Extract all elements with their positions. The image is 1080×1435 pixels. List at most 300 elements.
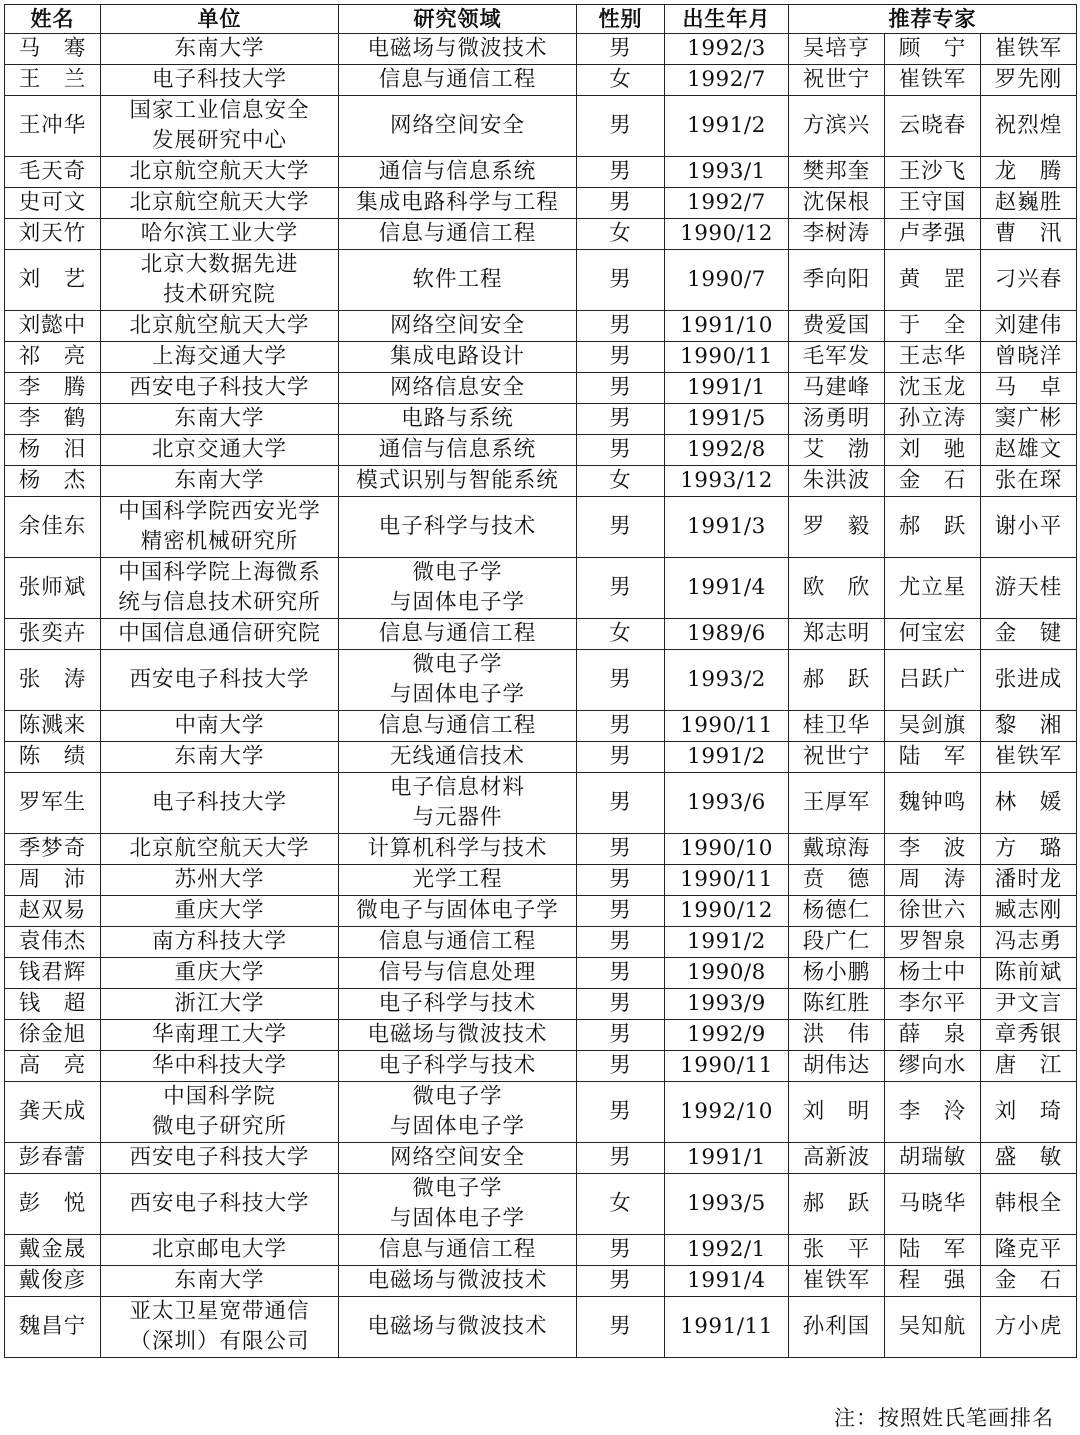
cell-sex: 男 — [577, 958, 665, 989]
cell-name: 张 涛 — [5, 650, 101, 711]
cell-birth: 1991/5 — [665, 404, 789, 435]
cell-unit-line: （深圳）有限公司 — [129, 1329, 310, 1354]
cell-expert: 龙 腾 — [981, 157, 1077, 188]
cell-expert: 高新波 — [789, 1143, 885, 1174]
header-sex: 性别 — [577, 5, 665, 34]
cell-expert: 沈玉龙 — [885, 373, 981, 404]
cell-expert: 马晓华 — [885, 1174, 981, 1235]
cell-field — [339, 311, 577, 342]
cell-name: 袁伟杰 — [5, 927, 101, 958]
cell-birth: 1990/11 — [665, 342, 789, 373]
cell-expert: 李 泠 — [885, 1082, 981, 1143]
cell-field-line: 网络信息安全 — [389, 375, 525, 400]
cell-field-line: 电磁场与微波技术 — [367, 36, 548, 61]
cell-field — [339, 834, 577, 865]
cell-field — [339, 1051, 577, 1082]
cell-sex: 男 — [577, 188, 665, 219]
cell-expert: 杨小鹏 — [789, 958, 885, 989]
cell-field-line: 微电子学 — [412, 652, 503, 677]
cell-name: 张奕卉 — [5, 619, 101, 650]
cell-field — [339, 1266, 577, 1297]
cell-expert: 陈前斌 — [981, 958, 1077, 989]
cell-unit-line: 西安电子科技大学 — [129, 667, 310, 692]
cell-unit — [101, 157, 339, 188]
cell-field-line: 通信与信息系统 — [378, 159, 537, 184]
cell-field-line: 微电子与固体电子学 — [356, 898, 559, 923]
cell-expert: 李 波 — [885, 834, 981, 865]
cell-field-line: 光学工程 — [412, 867, 503, 892]
cell-unit — [101, 1297, 339, 1358]
cell-expert: 刘 明 — [789, 1082, 885, 1143]
table-row — [5, 865, 1077, 896]
cell-field-line: 集成电路设计 — [389, 344, 525, 369]
table-row — [5, 558, 1077, 619]
cell-expert: 戴琼海 — [789, 834, 885, 865]
cell-expert: 陆 军 — [885, 1235, 981, 1266]
cell-birth: 1991/10 — [665, 311, 789, 342]
cell-birth: 1990/12 — [665, 219, 789, 250]
cell-unit — [101, 834, 339, 865]
cell-name: 徐金旭 — [5, 1020, 101, 1051]
cell-birth: 1993/9 — [665, 989, 789, 1020]
cell-unit — [101, 1235, 339, 1266]
cell-expert: 云晓春 — [885, 96, 981, 157]
cell-expert: 张在琛 — [981, 466, 1077, 497]
cell-expert: 罗先刚 — [981, 65, 1077, 96]
cell-field-line: 信息与通信工程 — [378, 67, 537, 92]
table-row — [5, 342, 1077, 373]
cell-name: 刘 艺 — [5, 250, 101, 311]
cell-unit-line: 东南大学 — [174, 744, 265, 769]
cell-expert: 方滨兴 — [789, 96, 885, 157]
cell-unit-line: 苏州大学 — [174, 867, 265, 892]
cell-expert: 顾 宁 — [885, 34, 981, 65]
cell-birth: 1992/10 — [665, 1082, 789, 1143]
cell-name: 李 鹤 — [5, 404, 101, 435]
cell-expert: 刘建伟 — [981, 311, 1077, 342]
cell-birth: 1992/7 — [665, 188, 789, 219]
cell-expert: 冯志勇 — [981, 927, 1077, 958]
cell-expert: 张 平 — [789, 1235, 885, 1266]
cell-expert: 唐 江 — [981, 1051, 1077, 1082]
cell-expert: 刘 琦 — [981, 1082, 1077, 1143]
cell-field-line: 集成电路科学与工程 — [356, 190, 559, 215]
cell-unit — [101, 1020, 339, 1051]
cell-sex: 男 — [577, 311, 665, 342]
cell-field-line: 与元器件 — [412, 805, 503, 830]
cell-expert: 王志华 — [885, 342, 981, 373]
cell-birth: 1993/12 — [665, 466, 789, 497]
cell-name: 陈溅来 — [5, 711, 101, 742]
table-row — [5, 373, 1077, 404]
cell-field-line: 模式识别与智能系统 — [356, 468, 559, 493]
cell-unit — [101, 927, 339, 958]
cell-birth: 1990/7 — [665, 250, 789, 311]
cell-unit — [101, 650, 339, 711]
cell-field — [339, 435, 577, 466]
cell-field — [339, 188, 577, 219]
cell-field — [339, 927, 577, 958]
cell-expert: 孙立涛 — [885, 404, 981, 435]
cell-birth: 1992/3 — [665, 34, 789, 65]
cell-expert: 郝 跃 — [885, 497, 981, 558]
cell-sex: 男 — [577, 989, 665, 1020]
cell-birth: 1992/8 — [665, 435, 789, 466]
table-row — [5, 1297, 1077, 1358]
cell-sex: 男 — [577, 34, 665, 65]
cell-name: 刘天竹 — [5, 219, 101, 250]
cell-field-line: 与固体电子学 — [389, 1114, 525, 1139]
cell-expert: 汤勇明 — [789, 404, 885, 435]
cell-unit — [101, 250, 339, 311]
cell-expert: 薛 泉 — [885, 1020, 981, 1051]
cell-field — [339, 711, 577, 742]
cell-unit-line: 东南大学 — [174, 1268, 265, 1293]
cell-unit-line: 北京交通大学 — [151, 437, 287, 462]
cell-expert: 季向阳 — [789, 250, 885, 311]
cell-unit-line: 中国科学院上海微系 — [118, 560, 321, 585]
cell-sex: 男 — [577, 1082, 665, 1143]
cell-sex: 男 — [577, 865, 665, 896]
cell-field — [339, 404, 577, 435]
cell-sex: 男 — [577, 1143, 665, 1174]
cell-field-line: 网络空间安全 — [389, 113, 525, 138]
cell-expert: 赵巍胜 — [981, 188, 1077, 219]
cell-unit-line: 微电子研究所 — [151, 1114, 287, 1139]
cell-unit-line: 电子科技大学 — [151, 67, 287, 92]
cell-field — [339, 865, 577, 896]
cell-expert: 方小虎 — [981, 1297, 1077, 1358]
cell-name: 高 亮 — [5, 1051, 101, 1082]
cell-birth: 1992/9 — [665, 1020, 789, 1051]
cell-expert: 刁兴春 — [981, 250, 1077, 311]
cell-field-line: 电子科学与技术 — [378, 991, 537, 1016]
cell-expert: 徐世六 — [885, 896, 981, 927]
cell-expert: 尤立星 — [885, 558, 981, 619]
cell-birth: 1992/1 — [665, 1235, 789, 1266]
cell-field — [339, 342, 577, 373]
cell-unit-line: 北京航空航天大学 — [129, 159, 310, 184]
cell-unit — [101, 619, 339, 650]
cell-field — [339, 250, 577, 311]
cell-unit-line: 中国科学院西安光学 — [118, 499, 321, 524]
cell-expert: 李尔平 — [885, 989, 981, 1020]
cell-expert: 金 石 — [885, 466, 981, 497]
cell-expert: 魏钟鸣 — [885, 773, 981, 834]
cell-expert: 崔铁军 — [789, 1266, 885, 1297]
cell-sex: 男 — [577, 742, 665, 773]
cell-expert: 方 璐 — [981, 834, 1077, 865]
cell-unit — [101, 219, 339, 250]
cell-expert: 樊邦奎 — [789, 157, 885, 188]
cell-expert: 隆克平 — [981, 1235, 1077, 1266]
cell-expert: 杨德仁 — [789, 896, 885, 927]
cell-unit-line: 技术研究院 — [163, 282, 276, 307]
table-row — [5, 157, 1077, 188]
table-header-row — [5, 5, 1077, 34]
cell-field — [339, 1174, 577, 1235]
cell-field-line: 信息与通信工程 — [378, 221, 537, 246]
cell-expert: 祝世宁 — [789, 742, 885, 773]
cell-expert: 王厚军 — [789, 773, 885, 834]
table-row — [5, 65, 1077, 96]
cell-name: 杨 杰 — [5, 466, 101, 497]
table-row — [5, 1266, 1077, 1297]
cell-expert: 王沙飞 — [885, 157, 981, 188]
cell-birth: 1993/2 — [665, 650, 789, 711]
cell-field — [339, 219, 577, 250]
cell-field-line: 电子科学与技术 — [378, 514, 537, 539]
cell-unit-line: 精密机械研究所 — [140, 529, 299, 554]
cell-field — [339, 619, 577, 650]
cell-expert: 陈红胜 — [789, 989, 885, 1020]
cell-expert: 曾晓洋 — [981, 342, 1077, 373]
cell-sex: 女 — [577, 65, 665, 96]
cell-birth: 1993/5 — [665, 1174, 789, 1235]
cell-expert: 李树涛 — [789, 219, 885, 250]
cell-name: 毛天奇 — [5, 157, 101, 188]
cell-expert: 缪向水 — [885, 1051, 981, 1082]
cell-expert: 盛 敏 — [981, 1143, 1077, 1174]
cell-birth: 1990/11 — [665, 711, 789, 742]
cell-name: 季梦奇 — [5, 834, 101, 865]
cell-unit-line: 北京航空航天大学 — [129, 190, 310, 215]
cell-expert: 陆 军 — [885, 742, 981, 773]
table-row — [5, 1051, 1077, 1082]
cell-expert: 刘 驰 — [885, 435, 981, 466]
cell-expert: 赵雄文 — [981, 435, 1077, 466]
cell-unit — [101, 896, 339, 927]
cell-field — [339, 96, 577, 157]
cell-field — [339, 1143, 577, 1174]
cell-unit — [101, 373, 339, 404]
cell-expert: 尹文言 — [981, 989, 1077, 1020]
cell-field-line: 微电子学 — [412, 560, 503, 585]
cell-expert: 黄 罡 — [885, 250, 981, 311]
table-row — [5, 742, 1077, 773]
cell-field — [339, 1297, 577, 1358]
cell-expert: 于 全 — [885, 311, 981, 342]
cell-expert: 章秀银 — [981, 1020, 1077, 1051]
cell-expert: 韩根全 — [981, 1174, 1077, 1235]
table-row — [5, 927, 1077, 958]
cell-unit-line: 中南大学 — [174, 713, 265, 738]
cell-sex: 男 — [577, 1020, 665, 1051]
cell-field — [339, 1020, 577, 1051]
cell-expert: 罗 毅 — [789, 497, 885, 558]
cell-field-line: 信息与通信工程 — [378, 713, 537, 738]
cell-expert: 曹 汛 — [981, 219, 1077, 250]
cell-expert: 周 涛 — [885, 865, 981, 896]
cell-unit-line: 华南理工大学 — [151, 1022, 287, 1047]
cell-field-line: 信息与通信工程 — [378, 1237, 537, 1262]
table-row — [5, 989, 1077, 1020]
table-body — [5, 34, 1077, 1358]
cell-expert: 费爱国 — [789, 311, 885, 342]
cell-birth: 1991/2 — [665, 927, 789, 958]
cell-unit-line: 北京邮电大学 — [151, 1237, 287, 1262]
cell-sex: 女 — [577, 1174, 665, 1235]
cell-sex: 女 — [577, 466, 665, 497]
cell-birth: 1991/11 — [665, 1297, 789, 1358]
cell-unit — [101, 1143, 339, 1174]
cell-birth: 1991/4 — [665, 1266, 789, 1297]
cell-sex: 男 — [577, 896, 665, 927]
cell-unit-line: 亚太卫星宽带通信 — [129, 1299, 310, 1324]
cell-expert: 金 石 — [981, 1266, 1077, 1297]
cell-field — [339, 497, 577, 558]
cell-birth: 1993/6 — [665, 773, 789, 834]
cell-unit-line: 重庆大学 — [174, 960, 265, 985]
cell-expert: 艾 渤 — [789, 435, 885, 466]
cell-birth: 1991/2 — [665, 96, 789, 157]
cell-expert: 罗智泉 — [885, 927, 981, 958]
cell-unit-line: 北京大数据先进 — [140, 252, 299, 277]
cell-unit-line: 东南大学 — [174, 406, 265, 431]
cell-birth: 1991/2 — [665, 742, 789, 773]
table-row — [5, 711, 1077, 742]
table-row — [5, 219, 1077, 250]
cell-unit — [101, 958, 339, 989]
cell-unit-line: 统与信息技术研究所 — [118, 590, 321, 615]
cell-birth: 1993/1 — [665, 157, 789, 188]
cell-field-line: 与固体电子学 — [389, 682, 525, 707]
table-row — [5, 1235, 1077, 1266]
cell-expert: 祝世宁 — [789, 65, 885, 96]
cell-unit — [101, 311, 339, 342]
cell-sex: 男 — [577, 404, 665, 435]
table-row — [5, 250, 1077, 311]
cell-expert: 吴培亨 — [789, 34, 885, 65]
cell-birth: 1990/12 — [665, 896, 789, 927]
cell-field-line: 网络空间安全 — [389, 1145, 525, 1170]
header-unit: 单位 — [101, 5, 339, 34]
cell-name: 余佳东 — [5, 497, 101, 558]
cell-name: 刘懿中 — [5, 311, 101, 342]
cell-expert: 沈保根 — [789, 188, 885, 219]
cell-expert: 郑志明 — [789, 619, 885, 650]
table-row — [5, 188, 1077, 219]
table-row — [5, 497, 1077, 558]
cell-sex: 男 — [577, 435, 665, 466]
cell-field — [339, 558, 577, 619]
table-row — [5, 619, 1077, 650]
cell-name: 彭 悦 — [5, 1174, 101, 1235]
cell-expert: 欧 欣 — [789, 558, 885, 619]
cell-name: 戴金晟 — [5, 1235, 101, 1266]
cell-sex: 男 — [577, 157, 665, 188]
cell-expert: 杨士中 — [885, 958, 981, 989]
cell-unit — [101, 404, 339, 435]
cell-expert: 胡瑞敏 — [885, 1143, 981, 1174]
cell-field — [339, 157, 577, 188]
cell-field-line: 电子科学与技术 — [378, 1053, 537, 1078]
cell-expert: 程 强 — [885, 1266, 981, 1297]
table-row — [5, 404, 1077, 435]
cell-sex: 男 — [577, 1297, 665, 1358]
cell-sex: 男 — [577, 1051, 665, 1082]
cell-unit-line: 西安电子科技大学 — [129, 1145, 310, 1170]
cell-name: 魏昌宁 — [5, 1297, 101, 1358]
cell-expert: 祝烈煌 — [981, 96, 1077, 157]
cell-name: 李 腾 — [5, 373, 101, 404]
cell-field-line: 与固体电子学 — [389, 1206, 525, 1231]
cell-field — [339, 773, 577, 834]
cell-name: 王冲华 — [5, 96, 101, 157]
table-row — [5, 958, 1077, 989]
cell-expert: 王守国 — [885, 188, 981, 219]
cell-name: 史可文 — [5, 188, 101, 219]
cell-birth: 1990/8 — [665, 958, 789, 989]
cell-expert: 潘时龙 — [981, 865, 1077, 896]
cell-birth: 1990/11 — [665, 865, 789, 896]
cell-field-line: 信息与通信工程 — [378, 929, 537, 954]
cell-expert: 林 媛 — [981, 773, 1077, 834]
cell-field — [339, 989, 577, 1020]
cell-unit-line: 北京航空航天大学 — [129, 836, 310, 861]
cell-field — [339, 650, 577, 711]
cell-field-line: 电路与系统 — [401, 406, 514, 431]
cell-expert: 孙利国 — [789, 1297, 885, 1358]
cell-sex: 男 — [577, 342, 665, 373]
cell-expert: 朱洪波 — [789, 466, 885, 497]
cell-expert: 黎 湘 — [981, 711, 1077, 742]
cell-sex: 男 — [577, 834, 665, 865]
table-row — [5, 435, 1077, 466]
table-row — [5, 34, 1077, 65]
table-row — [5, 650, 1077, 711]
cell-field-line: 电磁场与微波技术 — [367, 1268, 548, 1293]
cell-expert: 段广仁 — [789, 927, 885, 958]
cell-birth: 1991/3 — [665, 497, 789, 558]
table-row — [5, 311, 1077, 342]
cell-sex: 男 — [577, 1235, 665, 1266]
cell-field — [339, 742, 577, 773]
cell-sex: 男 — [577, 927, 665, 958]
cell-field-line: 信号与信息处理 — [378, 960, 537, 985]
cell-unit — [101, 65, 339, 96]
cell-unit — [101, 865, 339, 896]
table-row — [5, 466, 1077, 497]
cell-expert: 吴知航 — [885, 1297, 981, 1358]
cell-birth: 1992/7 — [665, 65, 789, 96]
cell-unit — [101, 435, 339, 466]
cell-unit-line: 东南大学 — [174, 468, 265, 493]
cell-expert: 谢小平 — [981, 497, 1077, 558]
cell-sex: 女 — [577, 619, 665, 650]
cell-name: 钱君辉 — [5, 958, 101, 989]
cell-expert: 卢孝强 — [885, 219, 981, 250]
cell-sex: 男 — [577, 1266, 665, 1297]
cell-unit-line: 中国科学院 — [163, 1084, 276, 1109]
cell-field-line: 软件工程 — [412, 267, 503, 292]
cell-field — [339, 958, 577, 989]
cell-field — [339, 1235, 577, 1266]
cell-name: 陈 绩 — [5, 742, 101, 773]
cell-unit — [101, 558, 339, 619]
table-row — [5, 834, 1077, 865]
cell-unit-line: 电子科技大学 — [151, 790, 287, 815]
cell-field-line: 信息与通信工程 — [378, 621, 537, 646]
cell-expert: 马建峰 — [789, 373, 885, 404]
cell-unit — [101, 96, 339, 157]
cell-expert: 吕跃广 — [885, 650, 981, 711]
table-row — [5, 1143, 1077, 1174]
cell-unit-line: 南方科技大学 — [151, 929, 287, 954]
cell-unit-line: 发展研究中心 — [151, 128, 287, 153]
cell-field-line: 无线通信技术 — [389, 744, 525, 769]
cell-unit-line: 中国信息通信研究院 — [118, 621, 321, 646]
